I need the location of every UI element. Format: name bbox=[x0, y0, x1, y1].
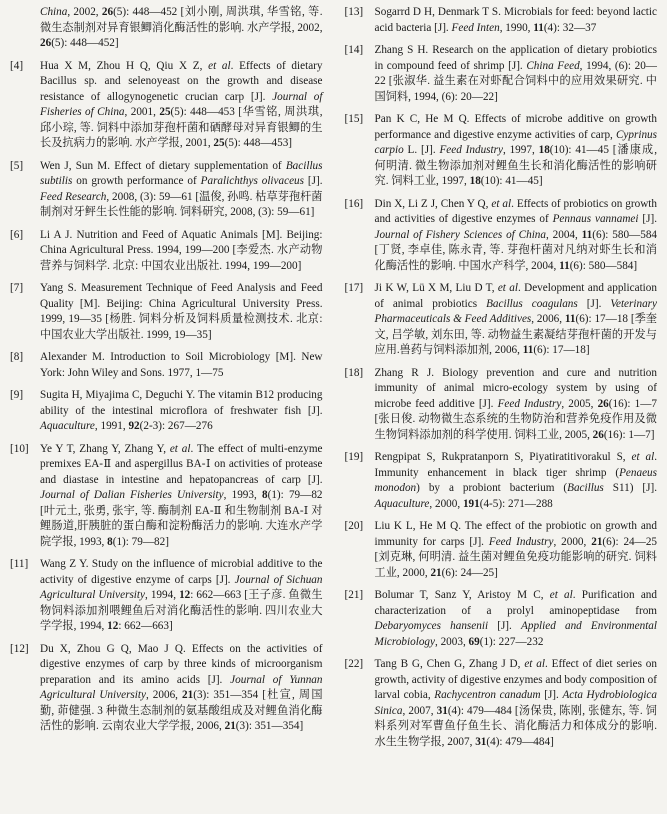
reference-number: [5] bbox=[10, 159, 24, 172]
reference-number: [13] bbox=[344, 6, 364, 18]
text-run: (5): 448—453 [华雪铭, 周洪琪, 邱小琮, 等. 饲料中添加芽孢杆菌和硒酵母对异育银鲫的生长及抗病力的影响. 水产学报, 2001, bbox=[40, 106, 323, 149]
text-run: , 2008, (3): 59—61 [温俊, 孙鸣. 枯草芽孢杆菌制剂对牙鲆生长性能的影响. 饲料研究, 2008, (3): 59—61] bbox=[40, 190, 323, 218]
text-run: Rengpipat S, Rukpratanporn S, Piyatiratitivorakul S, bbox=[374, 451, 632, 463]
reference-entry bbox=[345, 112, 658, 190]
text-run: L. [J]. bbox=[403, 144, 440, 156]
reference-text bbox=[40, 159, 323, 221]
italic-text: et al bbox=[497, 282, 518, 294]
reference-column-right bbox=[345, 5, 658, 814]
text-run: , 1997, bbox=[502, 144, 539, 156]
volume-number: 26 bbox=[597, 397, 609, 410]
italic-text: Rachycentron canadum bbox=[434, 689, 541, 701]
text-run: (6): 24—25] bbox=[441, 566, 498, 579]
reference-entry bbox=[10, 557, 323, 635]
text-run: (10): 41—45] bbox=[480, 175, 543, 187]
reference-text bbox=[375, 657, 658, 750]
text-run: on growth performance of bbox=[72, 175, 201, 187]
reference-number: [6] bbox=[10, 228, 24, 241]
text-run: Du X, Zhou G Q, Mao J Q. Effects on the activities of digestive enzymes of carp by three kinds of microorganism preparation and its amino acids [J]. bbox=[40, 642, 323, 686]
volume-number: 11 bbox=[581, 228, 593, 241]
volume-number: 26 bbox=[101, 6, 114, 18]
text-run: Yang S. Measurement Technique of Feed Analysis and Feed Quality [M]. Beijing: China Agricultural University Press. 1999, 19—35 [杨胜. 饲料分析及饲料质量检测技术. 北京: 中国农业大学出版社. 1999, 19—35] bbox=[40, 282, 323, 341]
text-run: Li A J. Nutrition and Feed of Aquatic Animals [M]. Beijing: China Agricultural Press. 1994, 199—200 [李爱杰. 水产动物营养与饲料学. 北京: 中国农业出版社. 1994, 199—200] bbox=[40, 228, 323, 272]
volume-number: 11 bbox=[559, 259, 570, 272]
reference-entry bbox=[345, 366, 658, 444]
text-run: Zhang R J. Biology prevention and cure and nutrition immunity of animal micro-ecology system by using of microbe feed additive [J]. bbox=[374, 366, 657, 410]
italic-text: et al bbox=[208, 59, 231, 72]
text-run: (5): 448—453] bbox=[224, 137, 293, 149]
reference-number: [22] bbox=[344, 658, 364, 670]
reference-text bbox=[40, 281, 323, 343]
reference-text bbox=[375, 588, 658, 650]
italic-text: et al bbox=[491, 197, 512, 210]
text-run: , 2001, bbox=[124, 106, 160, 118]
italic-text: Bacillus subtilis bbox=[40, 159, 323, 187]
italic-text: Feed Industry bbox=[497, 397, 562, 410]
text-run: Tang B G, Chen G, Zhang J D, bbox=[374, 658, 525, 670]
volume-number: 11 bbox=[564, 313, 576, 325]
reference-text bbox=[40, 59, 323, 152]
text-run: . Development and application of animal probiotics bbox=[374, 282, 657, 310]
italic-text: Paralichthys olivaceus bbox=[200, 175, 304, 187]
text-run: Sugita H, Miyajima C, Deguchi Y. The vitamin B12 producing ability of the intestinal microflora of freshwater fish [J]. bbox=[40, 389, 323, 417]
text-run: Wen J, Sun M. Effect of dietary supplementation of bbox=[40, 159, 286, 172]
text-run: (5): 448—452] bbox=[51, 37, 119, 49]
italic-text: Cyprinus carpio bbox=[374, 128, 657, 156]
reference-text bbox=[375, 43, 658, 105]
text-run: (4): 32—37 bbox=[543, 21, 597, 34]
reference-entry bbox=[10, 388, 323, 435]
italic-text: Bacillus coagulans bbox=[486, 297, 578, 310]
italic-text: Journal of Sichuan Agricultural University bbox=[40, 573, 323, 601]
reference-number: [14] bbox=[344, 44, 364, 56]
volume-number: 8 bbox=[107, 535, 113, 548]
text-run: [J]. bbox=[540, 689, 563, 701]
reference-number: [10] bbox=[10, 442, 29, 455]
reference-number: [11] bbox=[10, 558, 29, 570]
italic-text: Pennaus vannamei bbox=[552, 213, 639, 225]
text-run: (6): 24—25 [刘克琳, 何明清. 益生菌对鲤鱼免疫功能影响的研究. 饲料工业, 2000, bbox=[374, 535, 658, 579]
reference-number: [15] bbox=[344, 113, 364, 125]
reference-entry bbox=[10, 642, 323, 735]
text-run: (1): 227—232 bbox=[479, 635, 544, 648]
text-run: . Purification and characterization of a prolyl aminopeptidase from bbox=[374, 589, 657, 617]
text-run: Ji K W, Lü X M, Liu D T, bbox=[374, 282, 498, 294]
text-run: , 2000, bbox=[553, 535, 592, 548]
text-run: , 2006, bbox=[145, 689, 183, 701]
text-run: ) by a probiont bacterium ( bbox=[416, 482, 568, 494]
italic-text: Bacillus bbox=[567, 482, 604, 494]
italic-text: Debaryomyces hansenii bbox=[374, 620, 489, 632]
text-run: (4): 479—484 [汤保贵, 陈刚, 张健东, 等. 饲料系列对军曹鱼仔鱼生长、消化酶活力和体成分的影响. 水生生物学报, 2007, bbox=[374, 704, 657, 748]
reference-entry bbox=[10, 5, 323, 52]
italic-text: Feed Inten bbox=[451, 21, 500, 34]
reference-text bbox=[40, 228, 323, 275]
reference-text bbox=[40, 350, 323, 381]
text-run: Liu K L, He M Q. The effect of the probiotic on growth and immunity for carps [J]. bbox=[374, 520, 657, 548]
text-run: Alexander M. Introduction to Soil Microbiology [M]. New York: John Wiley and Sons. 1977, 1—75 bbox=[40, 351, 323, 379]
italic-text: et al bbox=[549, 589, 573, 601]
reference-text bbox=[40, 442, 323, 551]
text-run: [J]. bbox=[488, 620, 522, 632]
text-run: (6): 580—584 [丁贤, 李卓佳, 陈永青, 等. 芽孢杆菌对凡纳对虾生长和消化酶活性的影响. 中国水产科学, 2004, bbox=[374, 228, 658, 272]
text-run: (2-3): 267—276 bbox=[139, 420, 213, 432]
reference-column-left bbox=[10, 5, 323, 814]
reference-entry bbox=[345, 43, 658, 105]
text-run: , 1993, bbox=[223, 489, 262, 501]
text-run: (6): 17—18] bbox=[533, 344, 590, 356]
reference-number: [4] bbox=[10, 59, 24, 72]
reference-text bbox=[375, 197, 658, 275]
reference-number: [7] bbox=[10, 282, 24, 294]
reference-text bbox=[40, 5, 323, 52]
text-run: . Immunity enhancement in black tiger shrimp ( bbox=[374, 451, 657, 479]
text-run: , 2003, bbox=[434, 635, 469, 648]
text-run: (3): 351—354] bbox=[235, 720, 304, 732]
italic-text: Feed Research bbox=[40, 190, 107, 203]
reference-number: [16] bbox=[344, 197, 364, 210]
italic-text: Penaeus monodon bbox=[374, 466, 657, 494]
text-run: Hua X M, Zhou H Q, Qiu X Z, bbox=[40, 59, 209, 72]
reference-number: [8] bbox=[10, 351, 24, 363]
text-run: (6): 580—584] bbox=[569, 259, 638, 272]
text-run: (16): 1—7 [张日俊. 动物微生态系统的生物防治和营养免疫作用及微生物饲料添加剂的科学使用. 饲料工业, 2005, bbox=[374, 397, 658, 441]
text-run: (10): 41—45 [潘康成, 何明清. 微生物添加剂对鲤鱼生长和消化酶活性的影响研究. 饲料工业, 1997, bbox=[374, 144, 657, 187]
volume-number: 25 bbox=[159, 106, 171, 118]
reference-entry bbox=[10, 350, 323, 381]
italic-text: et al bbox=[524, 658, 545, 670]
text-run: (1): 79—82] bbox=[112, 535, 169, 548]
italic-text: Journal of Fishery Sciences of China bbox=[374, 228, 546, 241]
volume-number: 21 bbox=[430, 566, 442, 579]
text-run: , 1994, (6): 20—22 [张淑华. 益生素在对虾配合饲料中的应用效果研究. 中国饲料, 1994, (6): 20—22] bbox=[374, 59, 657, 103]
text-run: [J]. bbox=[303, 175, 323, 187]
reference-entry bbox=[345, 197, 658, 275]
text-run: . Effects of dietary Bacillus sp. and selenoyeast on the growth and disease resistance of allogynogenetic crucian carp [J]. bbox=[40, 59, 323, 103]
text-run: [J]. bbox=[577, 297, 611, 310]
volume-number: 11 bbox=[522, 344, 534, 356]
text-run: Zhang S H. Research on the application of dietary probiotics in compound feed of shrimp [J]. bbox=[374, 44, 657, 72]
text-run: (1): 79—82 [叶元土, 张勇, 张宇, 等. 酶制剂 EA-Ⅱ 和生物制剂 BA-Ⅰ 对鲤肠道,肝胰脏的蛋白酶和淀粉酶活力的影响. 大连水产学院学报, 1993, bbox=[40, 489, 323, 548]
reference-text bbox=[375, 5, 658, 36]
text-run: : 662—663] bbox=[118, 620, 173, 632]
volume-number: 31 bbox=[436, 704, 448, 717]
reference-number: [17] bbox=[344, 282, 364, 294]
text-run: , 2000, bbox=[429, 497, 463, 510]
italic-text: China bbox=[40, 6, 68, 18]
text-run: , 2002, bbox=[67, 6, 102, 18]
reference-entry bbox=[345, 281, 658, 359]
volume-number: 31 bbox=[475, 735, 487, 748]
reference-entry bbox=[345, 450, 658, 512]
italic-text: Journal of Yunnan Agricultural University bbox=[40, 673, 323, 701]
reference-text bbox=[40, 557, 323, 635]
text-run: . Effects of probiotics on growth and activities of digestive enzymes of bbox=[374, 197, 658, 225]
reference-entry bbox=[345, 657, 658, 750]
text-run: Pan K C, He M Q. Effects of microbe additive on growth performance and digestive enzyme activities of carp, bbox=[374, 113, 657, 141]
text-run: Sogarrd D H, Denmark T S. Microbials for feed: beyond lactic acid bacteria [J]. bbox=[374, 6, 657, 34]
italic-text: Acta Hydrobiologica Sinica bbox=[374, 689, 657, 717]
italic-text: et al bbox=[169, 442, 191, 455]
text-run: Wang Z Y. Study on the influence of microbial additive to the activity of digestive enzyme of carps [J]. bbox=[40, 558, 323, 586]
italic-text: Veterinary Pharmaceuticals & Feed Additives bbox=[374, 297, 657, 325]
text-run: (4-5): 271—288 bbox=[479, 497, 553, 510]
reference-number: [21] bbox=[344, 589, 364, 601]
reference-text bbox=[375, 450, 658, 512]
text-run: , 1990, bbox=[499, 21, 534, 34]
volume-number: 18 bbox=[538, 144, 550, 156]
italic-text: Journal of Fisheries of China bbox=[40, 90, 323, 118]
text-run: (5): 448—452 [刘小刚, 周洪琪, 华雪铭, 等. 微生态制剂对异育银鲫消化酶活性的影响. 水产学报, 2002, bbox=[40, 6, 323, 34]
italic-text: Aquaculture bbox=[40, 420, 95, 432]
reference-text bbox=[40, 642, 323, 735]
reference-text bbox=[375, 366, 658, 444]
text-run: , 2007, bbox=[402, 704, 437, 717]
text-run: . The effect of multi-enzyme premixes EA-Ⅱ and aspergillus BA-Ⅰ on activities of protease and diastase in intestine and hepatopancreas of carp [J]. bbox=[40, 442, 323, 486]
volume-number: 26 bbox=[592, 428, 604, 441]
volume-number: 26 bbox=[40, 37, 52, 49]
volume-number: 191 bbox=[462, 497, 480, 510]
volume-number: 21 bbox=[591, 535, 603, 548]
reference-entry bbox=[10, 442, 323, 551]
text-run: Din X, Li Z J, Chen Y Q, bbox=[374, 197, 492, 210]
reference-number: [9] bbox=[10, 389, 24, 401]
reference-text bbox=[375, 281, 658, 359]
reference-entry bbox=[345, 588, 658, 650]
text-run: : 662—663 [王子彦. 鱼微生物饲料添加剂喂鲤鱼后对消化酶活性的影响. 四川农业大学学报, 1994, bbox=[40, 589, 323, 632]
reference-text bbox=[375, 519, 658, 581]
italic-text: Applied and Environmental Microbiology bbox=[374, 620, 658, 648]
volume-number: 12 bbox=[107, 620, 119, 632]
text-run: , 1991, bbox=[94, 420, 129, 432]
text-run: . Effect of diet series on growth, activity of digestive enzymes and body composition of larval cobia, bbox=[374, 658, 657, 701]
reference-text bbox=[375, 112, 658, 190]
reference-entry bbox=[10, 59, 323, 152]
reference-number: [19] bbox=[344, 451, 364, 463]
volume-number: 8 bbox=[262, 489, 268, 501]
volume-number: 92 bbox=[128, 420, 140, 432]
text-run: , 2005, bbox=[561, 397, 598, 410]
reference-number: [12] bbox=[10, 642, 29, 655]
text-run: (6): 17—18 [季奎文, 吕学敏, 刘东田, 等. 动物益生素凝结芽孢杆菌的开发与应用.兽药与饲料添加剂, 2006, bbox=[374, 313, 657, 356]
italic-text: Feed Industry bbox=[439, 144, 503, 156]
reference-entry bbox=[10, 281, 323, 343]
reference-entry bbox=[345, 5, 658, 36]
text-run: (16): 1—7] bbox=[603, 428, 655, 441]
text-run: (4): 479—484] bbox=[486, 735, 554, 748]
reference-number: [18] bbox=[344, 366, 364, 379]
italic-text: China Feed bbox=[526, 59, 580, 72]
volume-number: 11 bbox=[533, 21, 544, 34]
reference-entry bbox=[10, 159, 323, 221]
text-run: , 1994, bbox=[144, 589, 180, 601]
reference-text bbox=[40, 388, 323, 435]
volume-number: 21 bbox=[224, 720, 236, 732]
italic-text: Aquaculture bbox=[374, 497, 430, 510]
italic-text: Journal of Dalian Fisheries University bbox=[40, 489, 224, 501]
reference-number: [20] bbox=[344, 520, 364, 532]
text-run: , 2004, bbox=[546, 228, 582, 241]
text-run: Bolumar T, Sanz Y, Aristoy M C, bbox=[374, 589, 550, 601]
reference-entry bbox=[345, 519, 658, 581]
volume-number: 21 bbox=[182, 689, 194, 701]
text-run: (3): 351—354 [杜宣, 周国勤, 茆健强. 3 种微生态制剂的氨基酸组成及对鲤鱼消化酶活性的影响. 云南农业大学学报, 2006, bbox=[40, 689, 323, 732]
italic-text: Feed Industry bbox=[488, 535, 554, 548]
text-run: S11) [J]. bbox=[603, 482, 657, 494]
text-run: [J]. bbox=[638, 213, 657, 225]
italic-text: et al bbox=[631, 451, 655, 463]
volume-number: 25 bbox=[213, 137, 225, 149]
volume-number: 69 bbox=[468, 635, 480, 648]
volume-number: 18 bbox=[469, 175, 481, 187]
reference-entry bbox=[10, 228, 323, 275]
text-run: , 2006, bbox=[531, 313, 565, 325]
volume-number: 12 bbox=[179, 589, 191, 601]
text-run: Ye Y T, Zhang Y, Zhang Y, bbox=[40, 442, 170, 455]
